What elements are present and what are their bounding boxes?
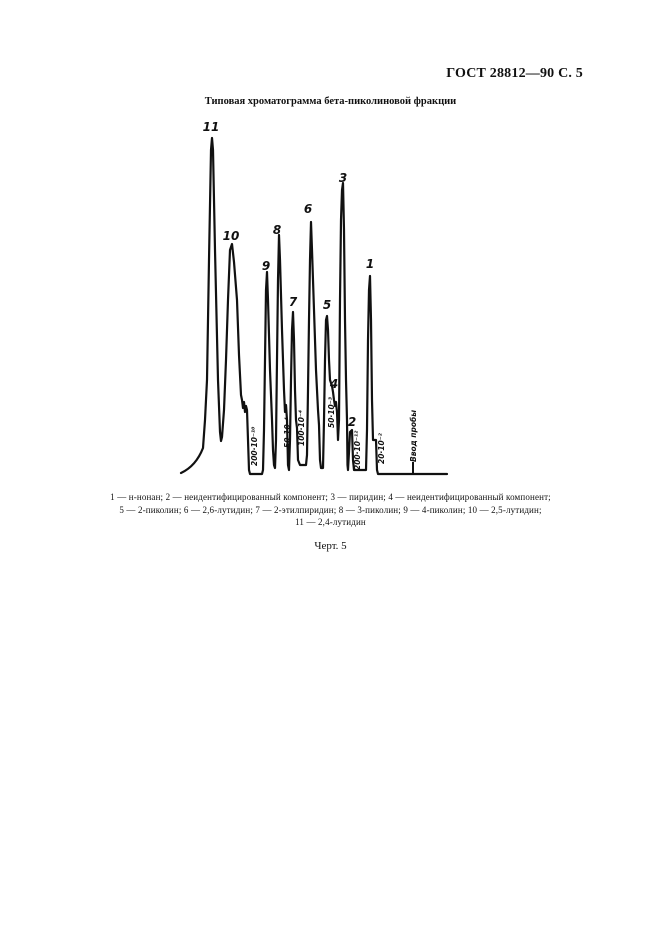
peak-number-6: 6 xyxy=(303,202,313,216)
peak-number-2: 2 xyxy=(347,415,357,429)
peak-number-5: 5 xyxy=(322,298,332,312)
attenuation-label: 200·10⁻¹² xyxy=(353,430,362,470)
attenuation-label: 20·10⁻² xyxy=(377,433,386,464)
attenuation-label: 100·10⁻⁴ xyxy=(297,409,306,446)
figure-title: Типовая хроматограмма бета-пиколиновой фракции xyxy=(204,96,457,107)
chromatogram-trace xyxy=(181,138,447,474)
page-header: ГОСТ 28812—90 С. 5 xyxy=(446,66,583,81)
attenuation-label: 50·10⁻⁴ xyxy=(283,417,292,448)
peak-number-3: 3 xyxy=(338,171,348,185)
caption-line: 5 — 2-пиколин; 6 — 2,6-лутидин; 7 — 2-этилпиридин; 8 — 3-пиколин; 9 — 4-пиколин; 10 — 2,5-лутидин; xyxy=(119,504,542,515)
peak-number-9: 9 xyxy=(261,259,271,273)
figure-caption xyxy=(60,491,601,529)
peak-number-1: 1 xyxy=(365,257,375,271)
attenuation-label: 200·10⁻¹⁰ xyxy=(250,426,259,466)
attenuation-label: 50·10⁻³ xyxy=(327,397,336,428)
caption-line: 1 — н-нонан; 2 — неидентифицированный компонент; 3 — пиридин; 4 — неидентифицированный компонент; xyxy=(110,492,551,502)
injection-label: Ввод пробы xyxy=(409,409,418,462)
peak-number-11: 11 xyxy=(202,120,220,134)
figure-label: Черт. 5 xyxy=(314,540,347,552)
peak-number-8: 8 xyxy=(272,223,282,237)
peak-number-7: 7 xyxy=(288,295,298,309)
caption-line: 11 — 2,4-лутидин xyxy=(295,517,366,527)
peak-number-10: 10 xyxy=(222,229,240,243)
peak-number-4: 4 xyxy=(329,377,339,391)
